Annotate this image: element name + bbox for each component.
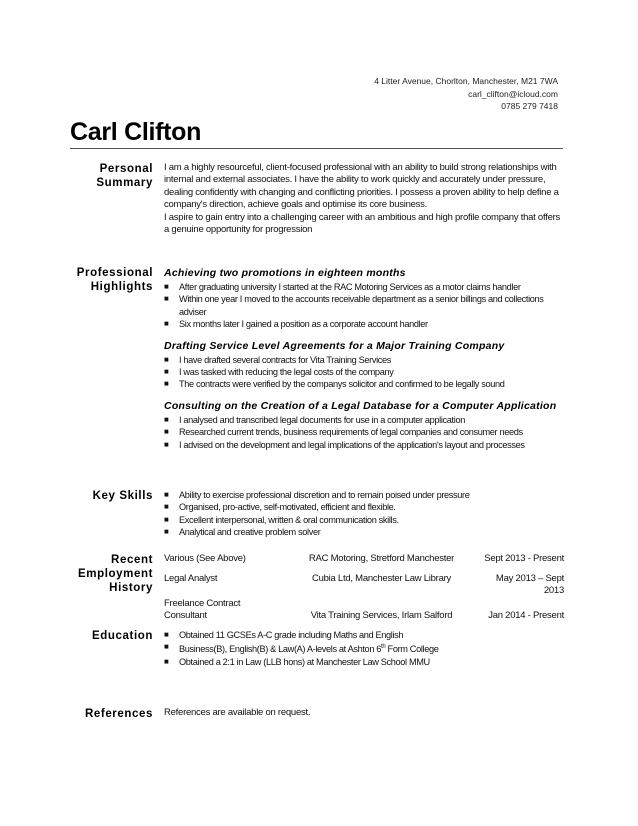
highlight-title: Achieving two promotions in eighteen months: [164, 267, 406, 279]
bullet-icon: ■: [164, 630, 169, 639]
references-text: References are available on request.: [164, 707, 311, 718]
table-row: Legal Analyst Cubia Ltd, Manchester Law Library May 2013 – Sept 2013: [164, 572, 564, 596]
bullet-icon: ■: [164, 427, 169, 437]
bullet-icon: ■: [164, 642, 169, 652]
list-item: ■ I analysed and transcribed legal documents for use in a computer application: [164, 414, 465, 425]
skills-content: [164, 489, 564, 539]
list-item: ■ I have drafted several contracts for Vita Training Services: [164, 354, 392, 365]
highlight-group: [164, 266, 564, 331]
list-item: ■ Organised, pro-active, self-motivated, efficient and flexible.: [164, 502, 396, 513]
history-content: [164, 553, 564, 623]
table-row: Various (See Above) RAC Motoring, Stretford Manchester Sept 2013 - Present: [164, 553, 564, 564]
highlight-title: Consulting on the Creation of a Legal Database for a Computer Application: [164, 399, 557, 412]
header-divider: [70, 148, 563, 149]
list-item: ■ I was tasked with reducing the legal costs of the company: [164, 367, 394, 378]
bullet-icon: ■: [164, 527, 169, 537]
bullet-icon: ■: [164, 319, 169, 329]
list-item: ■ Obtained a 2:1 in Law (LLB hons) at Manchester Law School MMU: [164, 656, 430, 667]
list-item: ■ Within one year I moved to the accounts receivable department as a senior billings and collections adviser: [164, 294, 544, 317]
list-item: ■ Analytical and creative problem solver: [164, 527, 321, 538]
highlight-group: [164, 339, 564, 391]
list-item: ■ After graduating university I started at the RAC Motoring Services as a motor claims handler: [164, 282, 521, 292]
list-item: ■ Excellent interpersonal, written & oral communication skills.: [164, 514, 399, 525]
highlight-group: [164, 399, 564, 451]
bullet-icon: ■: [164, 294, 169, 304]
bullet-icon: ■: [164, 379, 169, 389]
list-item: ■ Business(B), English(B) & Law(A) A-levels at Ashton 6th Form College: [164, 642, 439, 655]
history-label: Recent Employment History: [77, 554, 153, 594]
highlight-title: Drafting Service Level Agreements for a Major Training Company: [164, 339, 505, 352]
education-content: [164, 629, 564, 668]
summary-content: [164, 162, 564, 236]
bullet-icon: ■: [164, 656, 169, 666]
list-item: ■ Researched current trends, business requirements of legal companies and consumer needs: [164, 427, 523, 438]
contact-block: [374, 75, 558, 113]
highlights-label: Professional Highlights: [76, 267, 153, 293]
contact-address: 4 Litter Avenue, Chorlton, Manchester, M21 7WA: [374, 76, 558, 86]
summary-paragraph-2: I aspire to gain entry into a challenging career with an ambitious and high profile company that offers a genuine opportunity for progression: [164, 211, 561, 236]
contact-phone: 0785 279 7418: [501, 101, 558, 111]
bullet-icon: ■: [164, 367, 169, 377]
highlights-content: [164, 266, 564, 459]
summary-label: Personal Summary: [96, 163, 153, 189]
bullet-icon: ■: [164, 282, 169, 291]
list-item: ■ I advised on the development and legal implications of the application's layout and processes: [164, 439, 525, 450]
references-content: [164, 707, 564, 719]
list-item: ■ Six months later I gained a position as a corporate account handler: [164, 319, 428, 330]
bullet-icon: ■: [164, 514, 169, 524]
table-row: Freelance Contract: [164, 597, 241, 609]
education-label: Education: [92, 630, 153, 642]
bullet-icon: ■: [164, 439, 169, 449]
candidate-name: Carl Clifton: [70, 118, 202, 146]
table-row: Consultant Vita Training Services, Irlam Salford Jan 2014 - Present: [164, 610, 564, 621]
references-label: References: [84, 708, 153, 720]
bullet-icon: ■: [164, 490, 169, 499]
list-item: ■ Obtained 11 GCSEs A-C grade including Maths and English: [164, 630, 404, 640]
list-item: ■ Ability to exercise professional discretion and to remain poised under pressure: [164, 490, 470, 500]
skills-label: Key Skills: [92, 490, 153, 502]
summary-paragraph-1: I am a highly resourceful, client-focused professional with an ability to build strong relationships with internal and external associates. I have the ability to work quickly and accurately under pressure, dealing confidently with changing and conflicting priorities. I possess a proven ability to help define a company's direction, achieve goals and optimise its core business.: [164, 162, 559, 211]
contact-email: carl_clifton@icloud.com: [468, 88, 558, 99]
bullet-icon: ■: [164, 502, 169, 512]
bullet-icon: ■: [164, 414, 169, 424]
list-item: ■ The contracts were verified by the companys solicitor and confirmed to be legally sound: [164, 379, 505, 390]
bullet-icon: ■: [164, 354, 169, 364]
